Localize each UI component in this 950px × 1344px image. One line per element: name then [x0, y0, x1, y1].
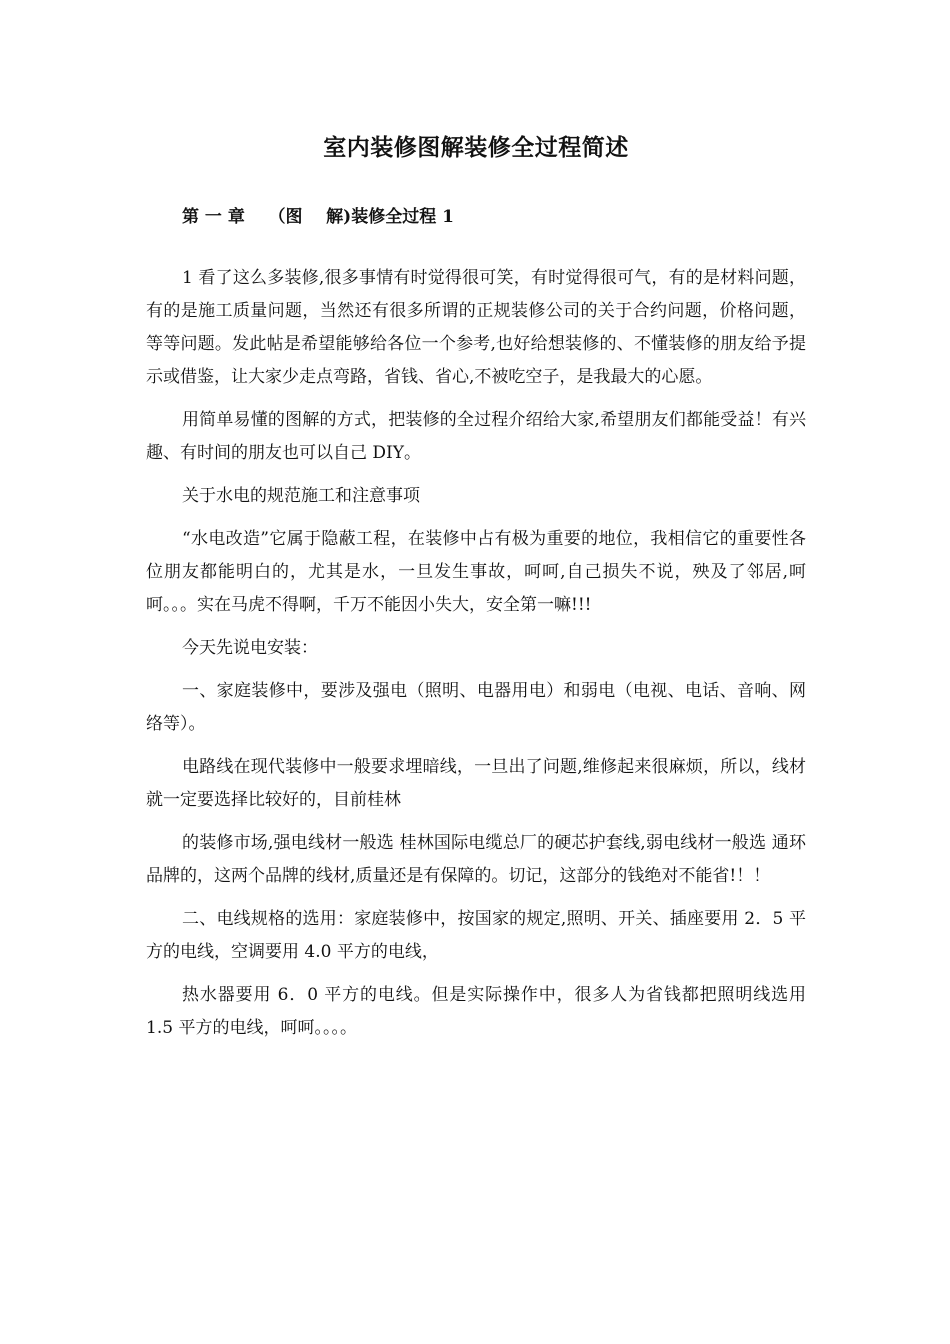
paragraph-intro: 1 看了这么多装修,很多事情有时觉得很可笑，有时觉得很可气，有的是材料问题，有的是施工质量问题，当然还有很多所谓的正规装修公司的关于合约问题，价格问题，等等问题。发此帖是希望能够给各位一个参考,也好给想装修的、不懂装修的朋友给予提示或借鉴，让大家少走点弯路，省钱、省心,不被吃空子，是我最大的心愿。 — [146, 268, 806, 387]
document-body — [146, 128, 806, 1045]
paragraph-wiring: 电路线在现代装修中一般要求埋暗线，一旦出了问题,维修起来很麻烦，所以，线材就一定要选择比较好的，目前桂林 — [146, 757, 806, 810]
chapter-heading: 第 一 章 （图 解)装修全过程 1 — [182, 207, 454, 227]
paragraph-electrical-intro: 今天先说电安装： — [182, 638, 318, 658]
paragraph-point-one: 一、家庭装修中，要涉及强电（照明、电器用电）和弱电（电视、电话、音响、网络等）。 — [146, 681, 806, 734]
document-title: 室内装修图解装修全过程简述 — [323, 134, 629, 161]
paragraph-wire-brands: 的装修市场,强电线材一般选 桂林国际电缆总厂的硬芯护套线,弱电线材一般选 通环品牌的，这两个品牌的线材,质量还是有保障的。切记，这部分的钱绝对不能省!！！ — [146, 833, 806, 886]
paragraph-water-heater: 热水器要用 6．0 平方的电线。但是实际操作中，很多人为省钱都把照明线选用 1.5 平方的电线，呵呵。。。。 — [146, 985, 806, 1038]
paragraph-plumbing-electrical: “水电改造”它属于隐蔽工程，在装修中占有极为重要的地位，我相信它的重要性各位朋友都能明白的，尤其是水，一旦发生事故，呵呵,自己损失不说，殃及了邻居,呵呵。。。实在马虎不得啊，千万不能因小失大，安全第一嘛!!! — [146, 529, 806, 615]
paragraph-section-heading: 关于水电的规范施工和注意事项 — [182, 486, 420, 506]
paragraph-illustrated-method: 用简单易懂的图解的方式，把装修的全过程介绍给大家,希望朋友们都能受益！有兴趣、有时间的朋友也可以自己 DIY。 — [146, 410, 806, 463]
paragraph-point-two: 二、电线规格的选用：家庭装修中，按国家的规定,照明、开关、插座要用 2．5 平方的电线，空调要用 4.0 平方的电线， — [146, 909, 806, 962]
